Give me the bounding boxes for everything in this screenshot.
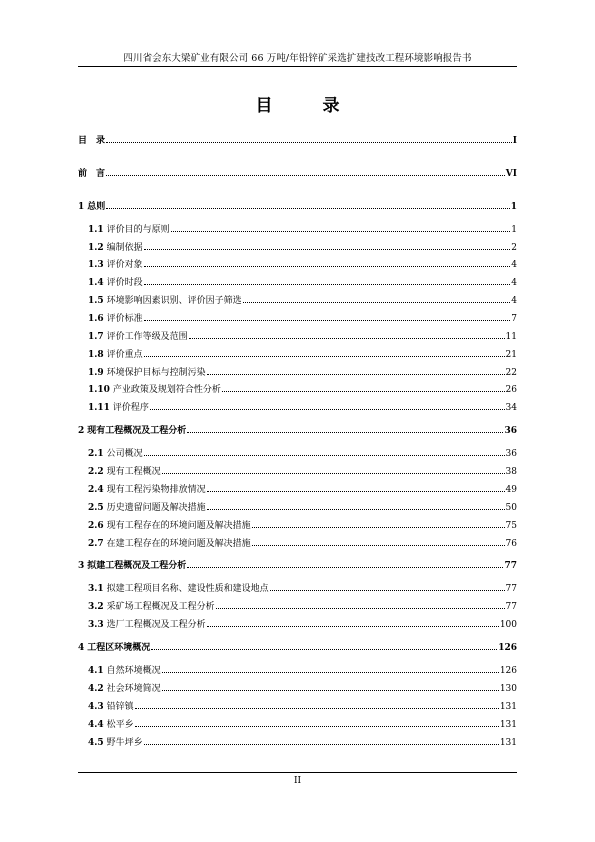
toc-entry-title (78, 329, 188, 342)
toc-entry-title (78, 240, 143, 253)
page-title: 目 录 (255, 96, 362, 116)
toc-entry-page: 77 (505, 602, 517, 612)
toc-entry-number: 1.10 (88, 385, 110, 395)
toc-entry[interactable] (78, 163, 517, 179)
toc-entry-title (78, 581, 269, 594)
toc-entry[interactable] (78, 397, 517, 413)
toc-entry-number: 1.8 (88, 350, 104, 360)
toc-dot-leader (162, 473, 505, 474)
toc-entry-label: 现有工程概况 (106, 467, 161, 477)
toc-entry[interactable] (78, 714, 517, 730)
toc-entry-number: 1.7 (88, 332, 104, 342)
toc-entry-title (78, 347, 143, 360)
toc-entry-page: 76 (505, 539, 517, 549)
toc-entry[interactable] (78, 637, 517, 653)
toc-entry-page: 49 (505, 485, 517, 495)
toc-entry-page: 36 (504, 426, 517, 436)
toc-entry-number: 1.6 (88, 314, 104, 324)
toc-entry[interactable] (78, 254, 517, 270)
toc-entry-page: 131 (499, 720, 517, 730)
toc-entry-label: 拟建工程项目名称、建设性质和建设地点 (106, 584, 269, 594)
toc-entry-label: 环境保护目标与控制污染 (106, 368, 206, 378)
toc-entry-label: 自然环境概况 (106, 666, 161, 676)
toc-entry-label: 公司概况 (106, 449, 143, 459)
toc-dot-leader (270, 590, 505, 591)
toc-entry-title (78, 222, 170, 235)
toc-entry[interactable] (78, 196, 517, 212)
toc-dot-leader (171, 231, 511, 232)
toc-entry-number: 4 (78, 643, 85, 653)
toc-entry-number: 4.1 (88, 666, 104, 676)
toc-entry[interactable] (78, 479, 517, 495)
toc-entry-page: 34 (505, 403, 517, 413)
toc-entry-title (78, 446, 143, 459)
toc-entry-label: 历史遗留问题及解决措施 (106, 503, 206, 513)
toc-entry[interactable] (78, 678, 517, 694)
toc-entry-title (78, 518, 251, 531)
toc-entry-page: 126 (499, 666, 517, 676)
toc-entry-title (78, 558, 186, 571)
toc-entry-page: 7 (511, 314, 517, 324)
toc-entry-label: 选厂工程概况及工程分析 (106, 620, 206, 630)
toc-dot-leader (207, 491, 505, 492)
toc-entry-label: 前 言 (78, 169, 106, 179)
toc-dot-leader (252, 527, 505, 528)
toc-entry-page: 26 (505, 385, 517, 395)
toc-dot-leader (144, 266, 511, 267)
toc-entry-title (78, 365, 206, 378)
toc-entry-number: 1.1 (88, 225, 104, 235)
toc-entry-title (78, 166, 105, 179)
toc-entry-page: 100 (499, 620, 517, 630)
toc-entry[interactable] (78, 533, 517, 549)
toc-entry-number: 1.9 (88, 368, 104, 378)
toc-entry[interactable] (78, 237, 517, 253)
toc-entry-number: 3.1 (88, 584, 104, 594)
toc-entry-title (78, 640, 150, 653)
toc-dot-leader (207, 626, 499, 627)
toc-entry-label: 目 录 (78, 136, 106, 146)
toc-entry-title (78, 382, 221, 395)
toc-entry-page: 130 (499, 684, 517, 694)
toc-entry-title (78, 735, 143, 748)
toc-entry-label: 拟建工程概况及工程分析 (87, 561, 187, 571)
toc-entry[interactable] (78, 420, 517, 436)
toc-entry[interactable] (78, 578, 517, 594)
toc-entry-label: 环境影响因素识别、评价因子筛选 (106, 296, 242, 306)
toc-entry-label: 铅锌镇 (106, 702, 134, 712)
toc-entry-number: 4.4 (88, 720, 104, 730)
toc-entry-page: 75 (505, 521, 517, 531)
toc-entry-page: 131 (499, 738, 517, 748)
toc-entry[interactable] (78, 732, 517, 748)
toc-entry[interactable] (78, 596, 517, 612)
toc-entry-label: 产业政策及规划符合性分析 (112, 385, 221, 395)
toc-entry-page: 36 (505, 449, 517, 459)
toc-dot-leader (222, 391, 505, 392)
toc-entry-number: 3.3 (88, 620, 104, 630)
toc-entry-page: 50 (505, 503, 517, 513)
toc-entry-title (78, 311, 143, 324)
toc-entry-title (78, 199, 105, 212)
toc-dot-leader (144, 320, 511, 321)
toc-entry[interactable] (78, 130, 517, 146)
toc-entry-title (78, 482, 206, 495)
toc-entry-label: 松平乡 (106, 720, 134, 730)
toc-entry-label: 社会环境简况 (106, 684, 161, 694)
toc-entry-title (78, 464, 161, 477)
toc-dot-leader (135, 726, 499, 727)
toc-entry-number: 1.4 (88, 278, 104, 288)
toc-entry-label: 野牛坪乡 (106, 738, 143, 748)
toc-entry-page: 77 (505, 584, 517, 594)
toc-dot-leader (151, 649, 497, 650)
toc-entry-title (78, 681, 161, 694)
toc-entry-title (78, 699, 134, 712)
toc-entry[interactable] (78, 290, 517, 306)
toc-entry-number: 3.2 (88, 602, 104, 612)
toc-dot-leader (106, 208, 509, 209)
toc-dot-leader (144, 744, 499, 745)
toc-dot-leader (243, 302, 511, 303)
toc-entry-number: 2.4 (88, 485, 104, 495)
toc-entry-page: 22 (505, 368, 517, 378)
toc-entry[interactable] (78, 344, 517, 360)
toc-entry-title (78, 717, 134, 730)
toc-entry-label: 在建工程存在的环境问题及解决措施 (106, 539, 251, 549)
toc-entry[interactable] (78, 461, 517, 477)
toc-dot-leader (187, 567, 503, 568)
toc-entry-number: 1.3 (88, 260, 104, 270)
toc-entry-label: 采矿场工程概况及工程分析 (106, 602, 215, 612)
toc-entry-title (78, 617, 206, 630)
toc-entry-title (78, 257, 143, 270)
toc-entry-page: 126 (498, 643, 517, 653)
toc-dot-leader (144, 284, 511, 285)
toc-entry-label: 工程区环境概况 (87, 643, 151, 653)
page-number: II (293, 776, 302, 786)
toc-entry-number: 4.5 (88, 738, 104, 748)
toc-entry-number: 2.6 (88, 521, 104, 531)
toc-entry[interactable] (78, 219, 517, 235)
toc-entry-number: 2.2 (88, 467, 104, 477)
toc-entry-page: 11 (505, 332, 517, 342)
toc-dot-leader (162, 672, 499, 673)
toc-entry-page: 2 (511, 243, 517, 253)
toc-dot-leader (144, 356, 505, 357)
footer-rule (78, 772, 517, 773)
toc-entry[interactable] (78, 272, 517, 288)
toc-entry-page: 38 (505, 467, 517, 477)
toc-dot-leader (207, 374, 505, 375)
toc-dot-leader (150, 409, 505, 410)
toc-entry-number: 3 (78, 561, 85, 571)
toc-entry[interactable] (78, 515, 517, 531)
toc-entry-page: 21 (505, 350, 517, 360)
toc-dot-leader (162, 690, 499, 691)
toc-entry-title (78, 400, 149, 413)
toc-entry-title (78, 423, 186, 436)
toc-entry-title (78, 500, 206, 513)
toc-entry-number: 1.5 (88, 296, 104, 306)
toc-entry-number: 2.7 (88, 539, 104, 549)
toc-dot-leader (135, 708, 499, 709)
toc-entry-number: 2.5 (88, 503, 104, 513)
toc-entry-label: 评价对象 (106, 260, 143, 270)
toc-entry-number: 4.3 (88, 702, 104, 712)
toc-entry-label: 评价目的与原则 (106, 225, 170, 235)
toc-dot-leader (252, 545, 505, 546)
toc-dot-leader (207, 509, 505, 510)
toc-entry-label: 现有工程存在的环境问题及解决措施 (106, 521, 251, 531)
toc-dot-leader (106, 142, 512, 143)
toc-entry[interactable] (78, 379, 517, 395)
page-header: 四川省会东大梁矿业有限公司 66 万吨/年铅锌矿采选扩建技改工程环境影响报告书 (123, 53, 472, 64)
toc-entry-page: 77 (504, 561, 517, 571)
toc-entry-label: 评价程序 (112, 403, 149, 413)
toc-entry-title (78, 133, 105, 146)
toc-entry-label: 现有工程污染物排放情况 (106, 485, 206, 495)
header-rule (78, 66, 517, 67)
toc-entry-label: 总则 (87, 202, 106, 212)
toc-entry-page: 4 (511, 260, 517, 270)
toc-entry[interactable] (78, 308, 517, 324)
toc-dot-leader (144, 455, 505, 456)
toc-entry[interactable] (78, 614, 517, 630)
toc-dot-leader (189, 338, 505, 339)
toc-entry-title (78, 293, 242, 306)
toc-entry[interactable] (78, 443, 517, 459)
toc-entry[interactable] (78, 497, 517, 513)
toc-entry-label: 现有工程概况及工程分析 (87, 426, 187, 436)
toc-entry[interactable] (78, 696, 517, 712)
toc-entry-label: 编制依据 (106, 243, 143, 253)
toc-entry-title (78, 275, 143, 288)
toc-entry-number: 1 (78, 202, 85, 212)
toc-entry-number: 1.11 (88, 403, 110, 413)
toc-entry-page: 4 (511, 278, 517, 288)
toc-entry-page: I (512, 136, 517, 146)
toc-entry-label: 评价工作等级及范围 (106, 332, 188, 342)
toc-entry-number: 2.1 (88, 449, 104, 459)
toc-entry[interactable] (78, 326, 517, 342)
toc-entry-number: 1.2 (88, 243, 104, 253)
toc-entry-page: 131 (499, 702, 517, 712)
toc-entry-title (78, 599, 215, 612)
toc-dot-leader (187, 432, 503, 433)
toc-dot-leader (144, 249, 511, 250)
toc-dot-leader (106, 175, 505, 176)
toc-entry-number: 2 (78, 426, 85, 436)
toc-dot-leader (216, 608, 505, 609)
toc-entry-label: 评价重点 (106, 350, 143, 360)
toc-entry-title (78, 663, 161, 676)
toc-entry-page: 1 (511, 225, 517, 235)
toc-entry[interactable] (78, 555, 517, 571)
toc-entry-number: 4.2 (88, 684, 104, 694)
toc-entry-page: 1 (510, 202, 517, 212)
toc-entry-label: 评价时段 (106, 278, 143, 288)
toc-entry-page: VI (505, 169, 517, 179)
toc-entry-page: 4 (511, 296, 517, 306)
toc-entry-title (78, 536, 251, 549)
toc-entry[interactable] (78, 660, 517, 676)
toc-entry[interactable] (78, 362, 517, 378)
toc-entry-label: 评价标准 (106, 314, 143, 324)
